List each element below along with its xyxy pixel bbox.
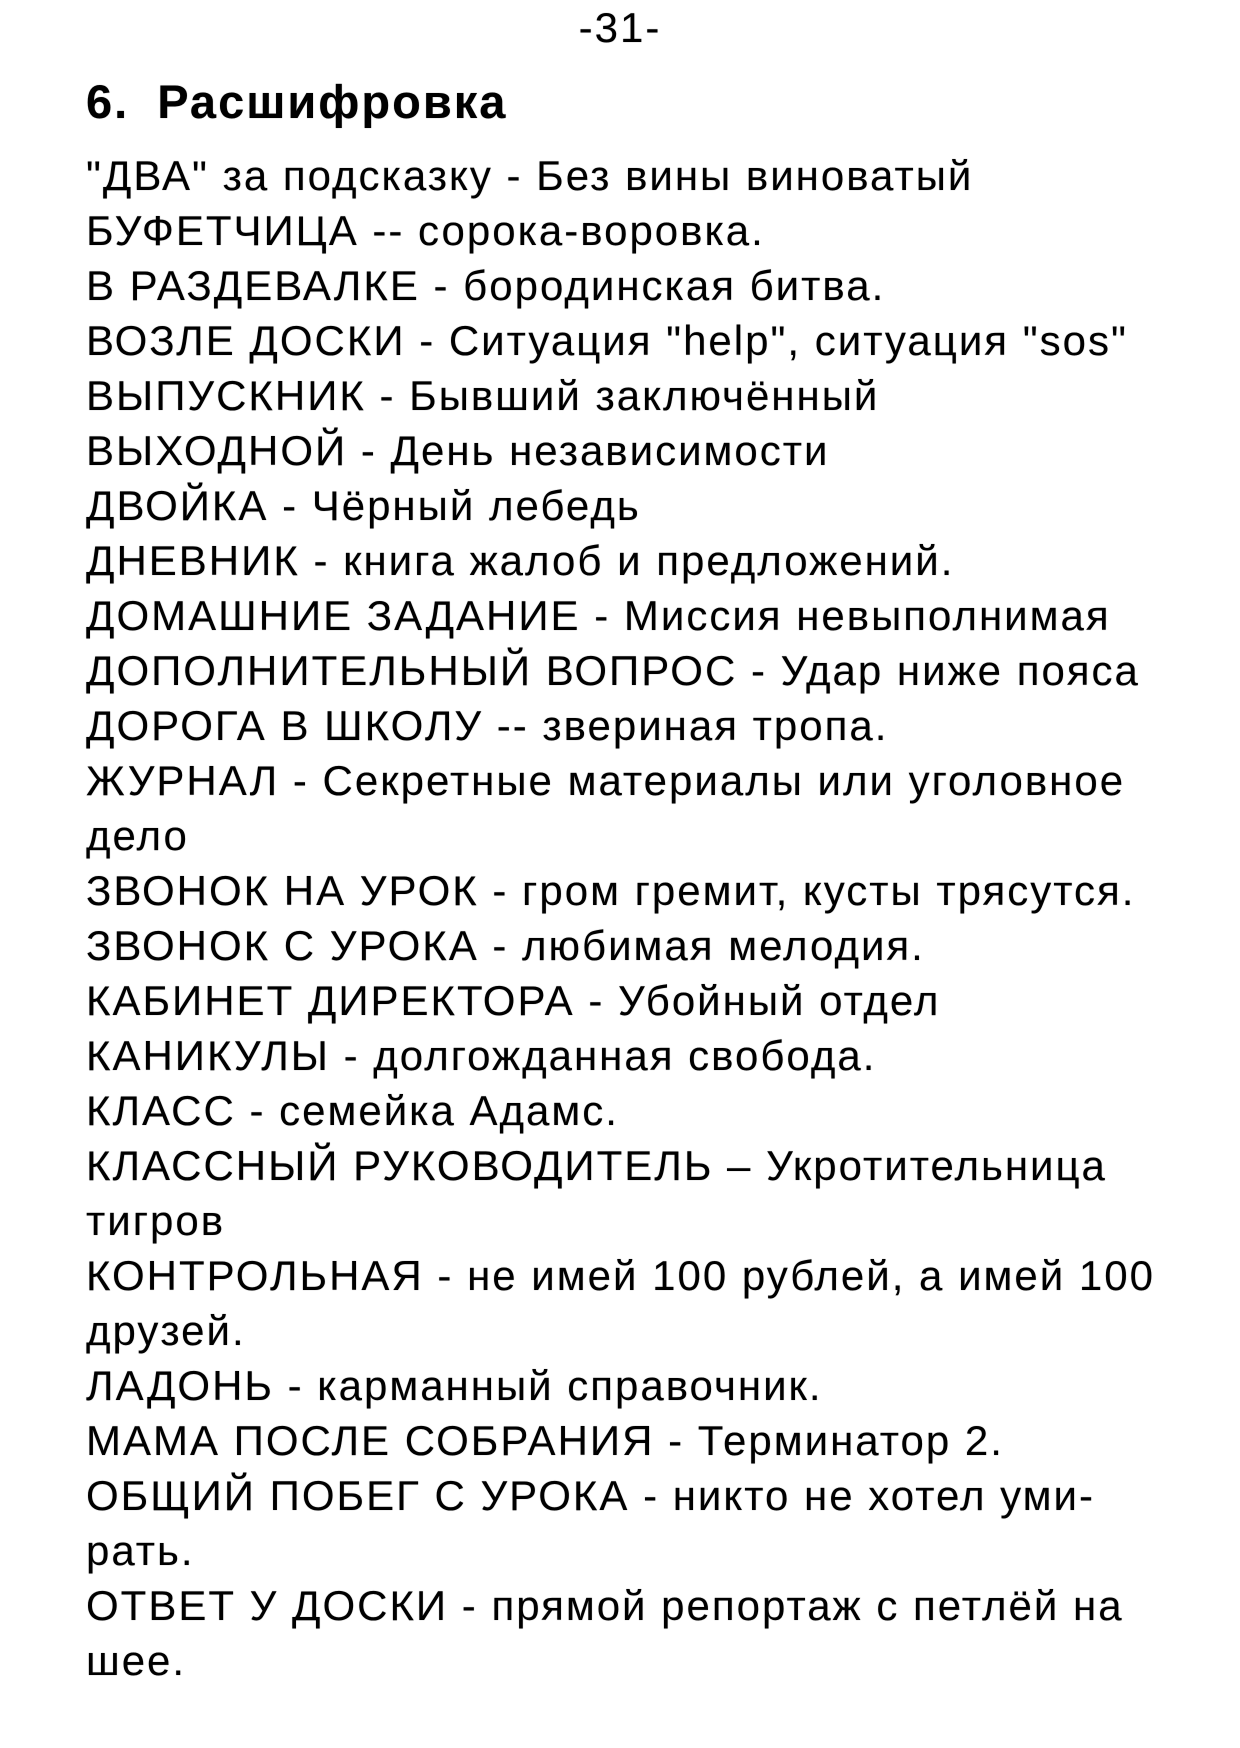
text-line: ВЫХОДНОЙ - День независимости bbox=[86, 427, 830, 474]
text-line: шее. bbox=[86, 1637, 187, 1684]
text-line: ЗВОНОК НА УРОК - гром гремит, кусты трясутся. bbox=[86, 867, 1136, 914]
text-line: тигров bbox=[86, 1197, 226, 1244]
text-line: В РАЗДЕВАЛКЕ - бородинская битва. bbox=[86, 262, 886, 309]
text-line: "ДВА" за подсказку - Без вины виноватый bbox=[86, 152, 974, 199]
text-line: ЖУРНАЛ - Секретные материалы или уголовное bbox=[86, 757, 1126, 804]
text-line: друзей. bbox=[86, 1307, 246, 1354]
section-title: Расшифровка bbox=[157, 75, 508, 128]
text-line: КЛАССНЫЙ РУКОВОДИТЕЛЬ – Укротительница bbox=[86, 1142, 1107, 1189]
text-line: КОНТРОЛЬНАЯ - не имей 100 рублей, а имей 100 bbox=[86, 1252, 1155, 1299]
text-line: КАБИНЕТ ДИРЕКТОРА - Убойный отдел bbox=[86, 977, 941, 1024]
section-heading bbox=[86, 74, 507, 129]
decoding-list bbox=[86, 148, 1216, 1688]
text-line: ДНЕВНИК - книга жалоб и предложений. bbox=[86, 537, 955, 584]
text-line: ВОЗЛЕ ДОСКИ - Ситуация "help", ситуация "sos" bbox=[86, 317, 1128, 364]
section-number: 6. bbox=[86, 75, 130, 128]
text-line: ДВОЙКА - Чёрный лебедь bbox=[86, 482, 641, 529]
page-number: -31- bbox=[578, 4, 662, 51]
text-line: ДОРОГА В ШКОЛУ -- звериная тропа. bbox=[86, 702, 889, 749]
text-line: ДОМАШНИЕ ЗАДАНИЕ - Миссия невыполнимая bbox=[86, 592, 1111, 639]
text-line: ВЫПУСКНИК - Бывший заключённый bbox=[86, 372, 880, 419]
text-line: ЗВОНОК С УРОКА - любимая мелодия. bbox=[86, 922, 925, 969]
text-line: ОБЩИЙ ПОБЕГ С УРОКА - никто не хотел уми- bbox=[86, 1472, 1095, 1519]
text-line: рать. bbox=[86, 1527, 195, 1574]
text-line: ЛАДОНЬ - карманный справочник. bbox=[86, 1362, 823, 1409]
text-line: КЛАСС - семейка Адамс. bbox=[86, 1087, 619, 1134]
text-line: КАНИКУЛЫ - долгожданная свобода. bbox=[86, 1032, 877, 1079]
text-line: МАМА ПОСЛЕ СОБРАНИЯ - Терминатор 2. bbox=[86, 1417, 1004, 1464]
text-line: ДОПОЛНИТЕЛЬНЫЙ ВОПРОС - Удар ниже пояса bbox=[86, 647, 1140, 694]
text-line: ОТВЕТ У ДОСКИ - прямой репортаж с петлёй на bbox=[86, 1582, 1124, 1629]
text-line: дело bbox=[86, 812, 189, 859]
text-line: БУФЕТЧИЦА -- сорока-воровка. bbox=[86, 207, 765, 254]
